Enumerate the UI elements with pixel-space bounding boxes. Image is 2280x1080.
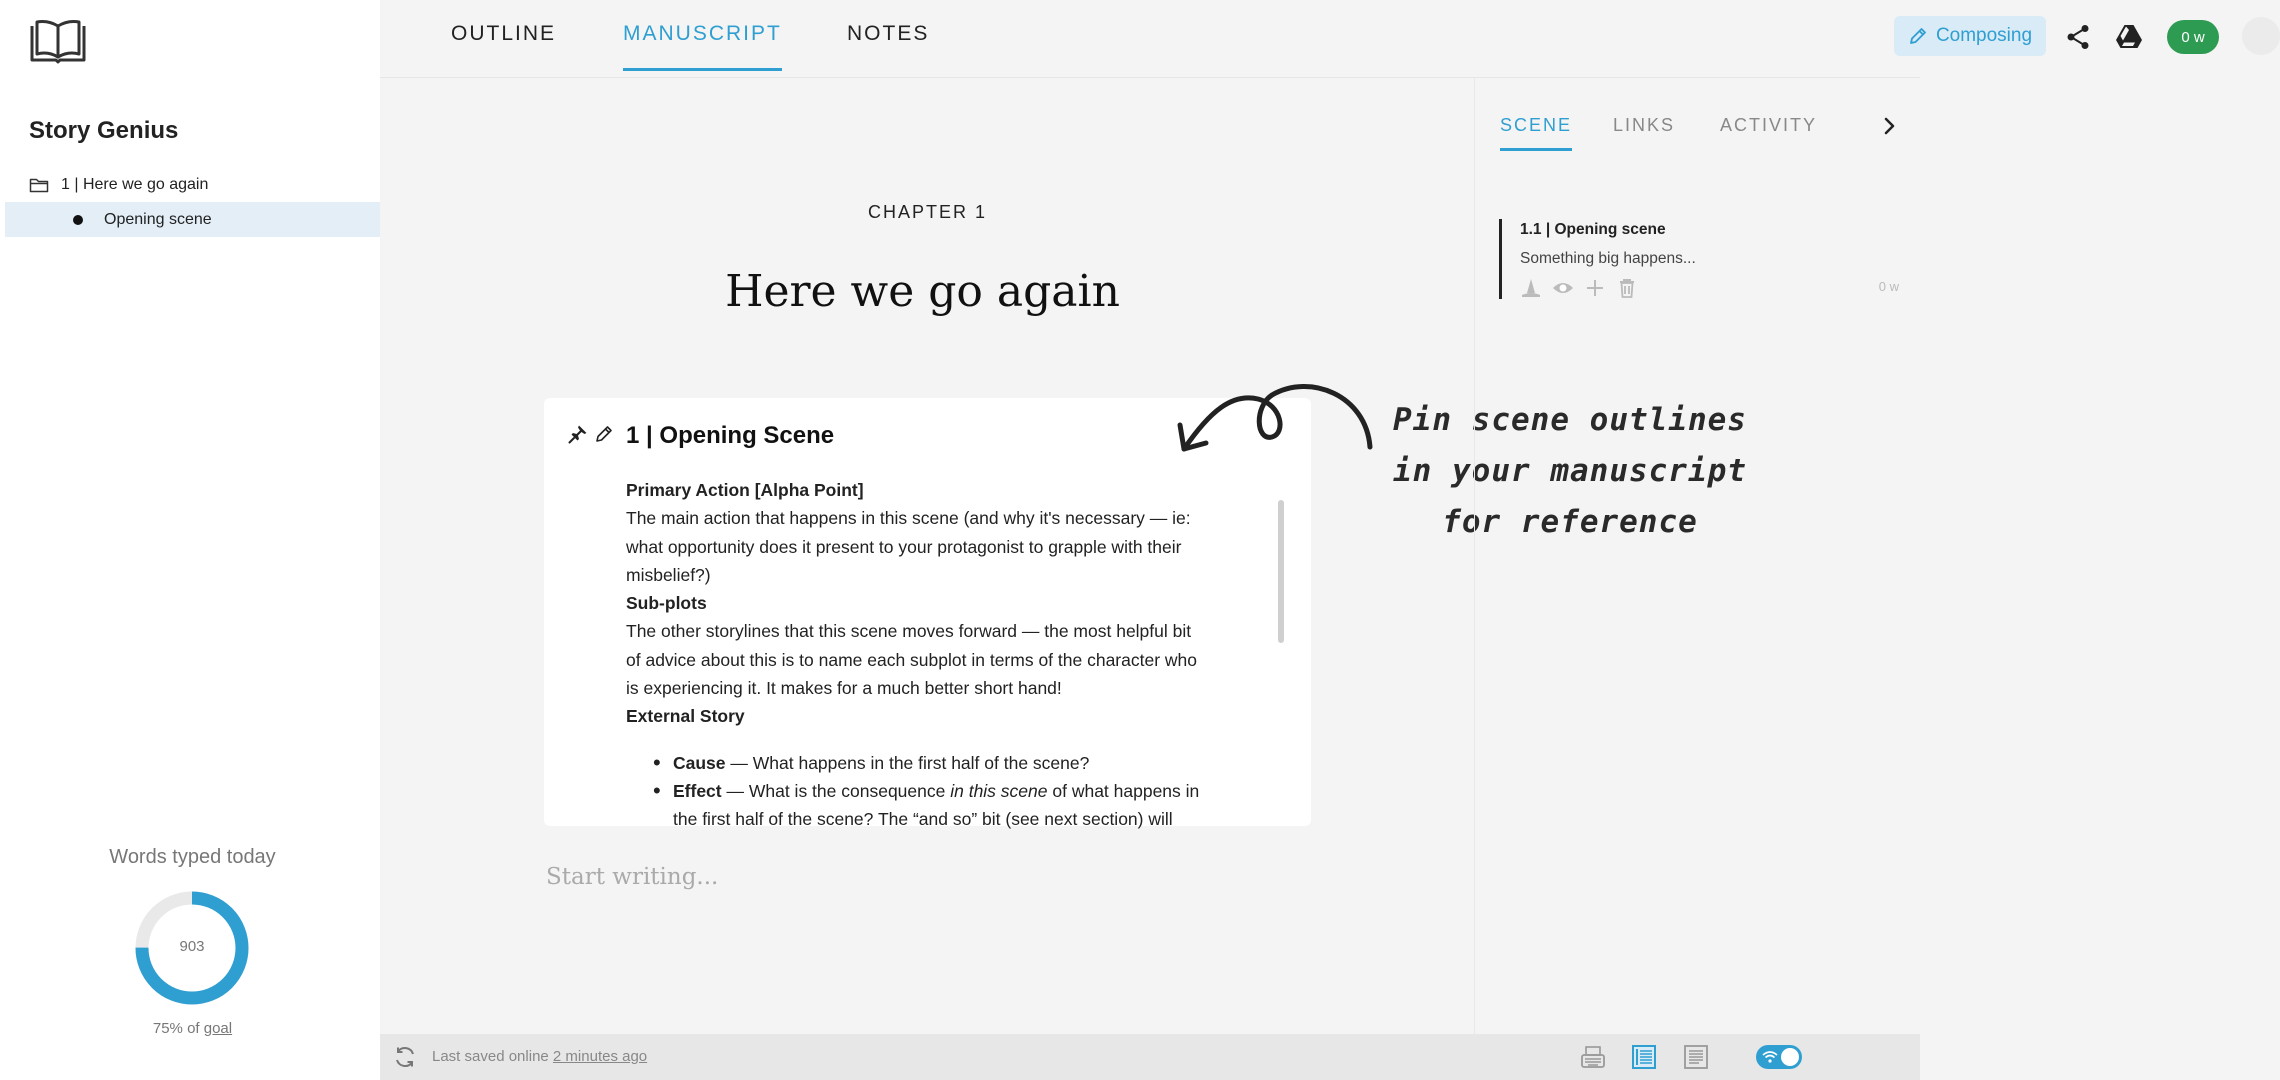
trash-icon[interactable]	[1616, 277, 1638, 299]
scene-bullet-icon	[73, 215, 83, 225]
manuscript-editor-placeholder[interactable]: Start writing...	[546, 864, 719, 890]
top-navigation	[380, 0, 2205, 78]
plus-icon[interactable]	[1584, 277, 1606, 299]
subplots-heading: Sub-plots	[626, 593, 707, 614]
scene-summary-card[interactable]	[1499, 219, 1899, 299]
toggle-knob	[1781, 1048, 1799, 1066]
tab-manuscript[interactable]: MANUSCRIPT	[623, 22, 782, 71]
chevron-right-icon[interactable]	[1881, 116, 1897, 136]
chapter-title[interactable]: Here we go again	[725, 266, 1120, 317]
goal-link[interactable]: goal	[203, 1020, 233, 1037]
pencil-icon	[1908, 26, 1928, 46]
sidebar-item-scene[interactable]	[5, 202, 380, 237]
eye-icon[interactable]	[1552, 277, 1574, 299]
right-panel	[1474, 78, 1920, 1034]
tab-outline[interactable]: OUTLINE	[451, 22, 557, 45]
words-typed-label: Words typed today	[109, 846, 276, 868]
effect-text-1: — What is the consequence	[721, 780, 951, 801]
scene-card-actions	[1520, 277, 1638, 299]
pin-icon[interactable]	[568, 424, 588, 444]
annotation-line-2: in your manuscript	[1393, 453, 1747, 489]
online-sync-toggle[interactable]	[1756, 1045, 1802, 1069]
cause-text: — What happens in the first half of the scene?	[725, 752, 1090, 773]
composing-label: Composing	[1935, 25, 2033, 46]
status-bar	[380, 1034, 1920, 1080]
goal-progress-text	[0, 1020, 385, 1037]
document-view-icon[interactable]	[1683, 1044, 1709, 1070]
annotation-arrow-icon	[1170, 375, 1380, 465]
goal-prefix: 75% of	[152, 1020, 204, 1037]
external-story-list	[626, 749, 1206, 834]
sidebar-item-chapter[interactable]	[29, 172, 208, 198]
words-count: 903	[179, 938, 205, 955]
typewriter-icon[interactable]	[1580, 1044, 1606, 1070]
primary-action-heading: Primary Action [Alpha Point]	[626, 480, 864, 500]
scene-word-count: 0 w	[1878, 279, 1899, 294]
edit-pencil-icon[interactable]	[594, 424, 614, 444]
cause-label: Cause	[673, 752, 726, 773]
list-item	[673, 749, 1206, 777]
card-scrollbar[interactable]	[1278, 500, 1284, 643]
wizard-hat-icon[interactable]	[1520, 277, 1542, 299]
composing-mode-button[interactable]	[1894, 16, 2046, 56]
project-title: Story Genius	[29, 117, 179, 144]
saved-prefix: Last saved online	[432, 1048, 553, 1065]
session-word-badge[interactable]: 0 w	[2167, 20, 2219, 54]
tab-scene[interactable]: SCENE	[1500, 115, 1572, 151]
scene-card-description: Something big happens...	[1520, 250, 1696, 267]
effect-text-2: of what happens in the first half of the scene? The “and so” bit (see next section) will	[673, 780, 1200, 830]
chapter-label: 1 | Here we go again	[61, 176, 209, 193]
book-logo-icon[interactable]	[28, 18, 88, 64]
pinned-scene-body	[626, 476, 1206, 834]
external-story-heading: External Story	[626, 706, 745, 727]
effect-emphasis: in this scene	[950, 780, 1048, 801]
tab-notes[interactable]: NOTES	[847, 22, 930, 45]
page-view-icon[interactable]	[1631, 1044, 1657, 1070]
sidebar	[0, 0, 380, 1080]
subplots-text: The other storylines that this scene moves forward — the most helpful bit of advice about this is to name each subplot in terms of the character who is experiencing it. It makes for a much better short hand!	[626, 621, 1198, 699]
user-avatar[interactable]	[2242, 17, 2280, 55]
sync-icon[interactable]	[393, 1045, 417, 1069]
saved-time-link[interactable]: 2 minutes ago	[552, 1048, 648, 1065]
folder-icon	[29, 177, 49, 193]
last-saved-status	[432, 1048, 647, 1065]
wifi-icon	[1762, 1050, 1778, 1064]
primary-action-text: The main action that happens in this scene (and why it's necessary — ie: what opportunity does it present to your protagonist to grapple with their misbelief?)	[626, 508, 1191, 585]
list-item	[673, 777, 1206, 834]
chapter-number-label: CHAPTER 1	[867, 202, 988, 222]
pinned-scene-title: 1 | Opening Scene	[626, 422, 835, 449]
annotation-line-3: for reference	[1442, 504, 1698, 540]
tab-activity[interactable]: ACTIVITY	[1720, 115, 1818, 135]
google-drive-icon[interactable]	[2115, 24, 2143, 49]
tab-links[interactable]: LINKS	[1613, 115, 1676, 135]
scene-label: Opening scene	[104, 210, 212, 228]
effect-label: Effect	[673, 780, 722, 801]
share-icon[interactable]	[2066, 24, 2090, 50]
scene-card-title: 1.1 | Opening scene	[1520, 221, 1666, 238]
annotation-line-1: Pin scene outlines	[1393, 402, 1747, 438]
